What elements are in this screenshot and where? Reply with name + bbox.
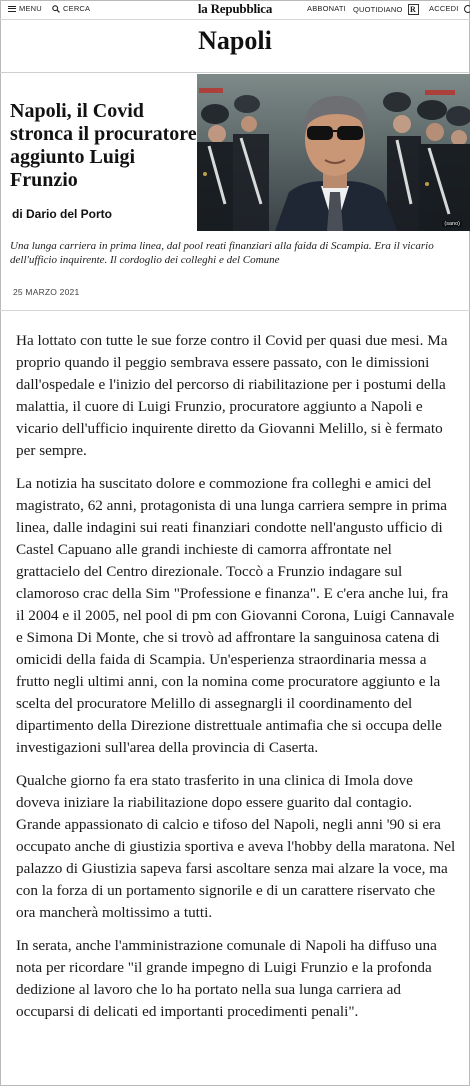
article-photo[interactable] [197,74,470,231]
divider [0,310,470,311]
divider [0,72,470,73]
site-logo[interactable]: la Repubblica [197,1,273,16]
section-title[interactable]: Napoli [198,26,272,55]
login-label: ACCEDI [429,4,459,13]
publish-date: 25 MARZO 2021 [13,287,80,297]
subscribe-label: ABBONATI [307,4,346,13]
photo-image [197,74,470,231]
article-body [16,330,456,1034]
newspaper-link[interactable] [353,4,419,15]
login-button[interactable] [429,4,470,13]
article-headline: Napoli, il Covid stronca il procuratore aggiunto Luigi Frunzio [10,100,197,191]
top-bar [0,0,470,20]
newspaper-badge-icon: R [408,4,419,15]
subscribe-link[interactable] [307,4,346,13]
photo-credit: (sano) [444,221,460,227]
user-icon [464,5,470,13]
search-label: CERCA [63,4,91,13]
author-byline[interactable]: di Dario del Porto [12,207,113,221]
newspaper-label: QUOTIDIANO [353,5,403,14]
article-paragraph: In serata, anche l'amministrazione comunale di Napoli ha diffuso una nota per ricordare "il grande impegno di Luigi Frunzio e la profonda dedizione al lavoro che lo ha portato nella sua lunga carriera ad occuparsi di delicati ed importanti procedimenti penali". [16,937,437,1020]
article-summary: Una lunga carriera in prima linea, dal pool reati finanziari alla faida di Scampia. Era il vicario dell'ufficio inquirente. Il cordoglio dei colleghi e del Comune [10,240,434,266]
menu-label: MENU [19,4,42,13]
article-paragraph: Ha lottato con tutte le sue forze contro il Covid per quasi due mesi. Ma proprio quando il peggio sembrava essere passato, con le dimissioni dall'ospedale e l'inizio del percorso di riabilitazione per i postumi della malattia, il cuore di Luigi Frunzio, procuratore aggiunto a Napoli e vicario dell'ufficio inquirente diretto da Giovanni Melillo, si è fermato per sempre. [16,332,448,459]
article-paragraph: La notizia ha suscitato dolore e commozione fra colleghi e amici del magistrato, 62 anni, protagonista di una lunga carriera sempre in prima linea, dalle indagini sui reati finanziari condotte nell'angusto ufficio di Castel Capuano alle grandi inchieste di camorra affrontate nel grattacielo del Centro direzionale. Toccò a Frunzio indagare sul clamoroso crac della Sim "Professione e finanza". E c'era anche lui, fra il 2004 e il 2005, nel pool di pm con Giovanni Corona, Luigi Cannavale e Simona Di Monte, che si trovò ad affrontare la sanguinosa catena di omicidi della faida di Scampia. Un'esperienza straordinaria messa a frutto negli ultimi anni, con la nomina come procuratore aggiunto e la scelta del procuratore Melillo di assegnargli il coordinamento del dipartimento della Direzione distrettuale antimafia che si occupa delle investigazioni sull'area della provincia di Caserta. [16,475,455,756]
article-paragraph: Qualche giorno fa era stato trasferito in una clinica di Imola dove doveva iniziare la riabilitazione dopo essere guarito dal contagio. Grande appassionato di calcio e tifoso del Napoli, negli anni '90 si era occupato anche di giustizia sportiva e aveva l'hobby della maratona. Nel palazzo di Giustizia sapeva farsi ascoltare senza mai alzare la voce, ma con la forza di un portamento signorile e di un carattere riservato che ora mancherà moltissimo a tutti. [16,772,456,921]
